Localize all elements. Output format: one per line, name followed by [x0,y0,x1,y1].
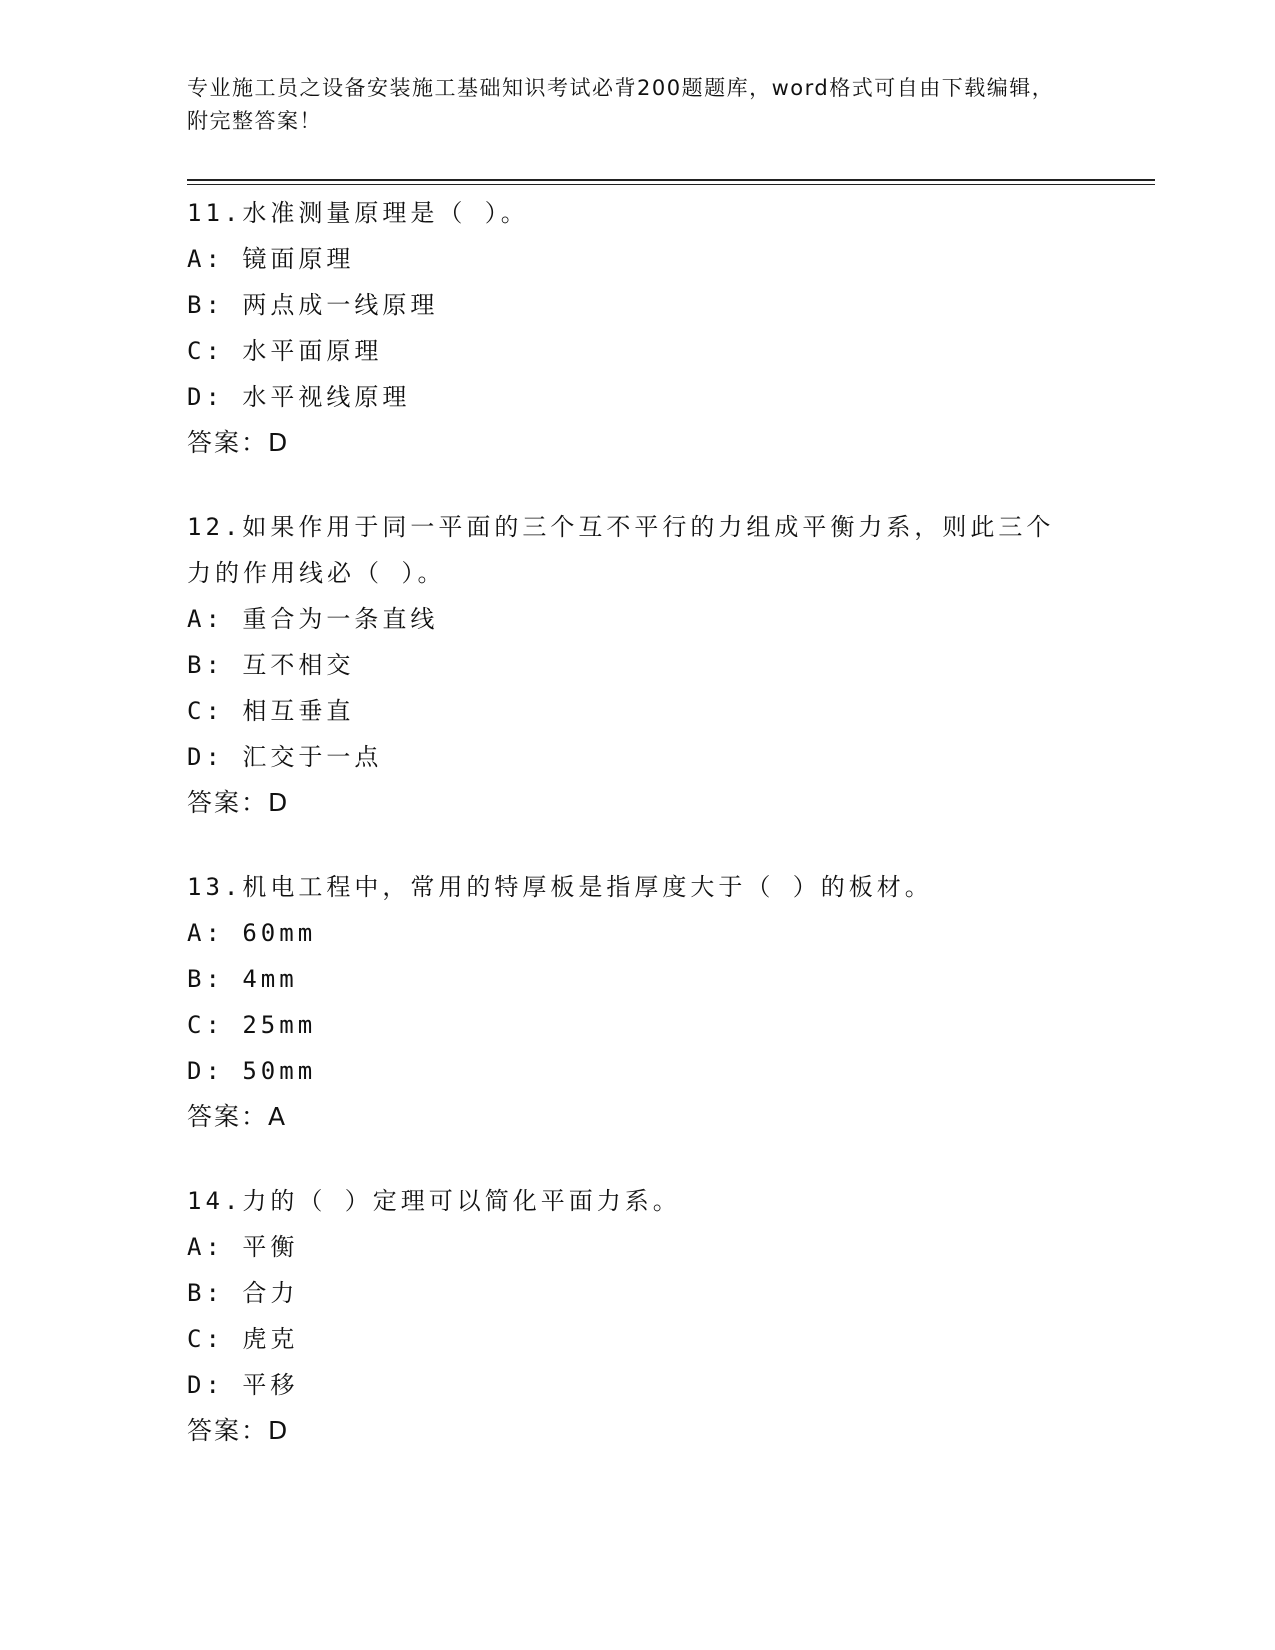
answer-text: 答案：D [187,428,290,457]
question-text: 13.机电工程中，常用的特厚板是指厚度大于（ ）的板材。 [187,873,933,901]
option-a: A: 平衡 [187,1233,299,1261]
header-divider [187,179,1155,181]
option-d: D: 水平视线原理 [187,383,411,411]
option-d: D: 50mm [187,1057,317,1085]
option-c: C: 水平面原理 [187,337,383,365]
option-b: B: 互不相交 [187,651,355,679]
question-item [187,190,1087,466]
option-d: D: 平移 [187,1371,299,1399]
header-divider-thin [187,184,1155,185]
answer-text: 答案：D [187,788,290,817]
option-a: A: 镜面原理 [187,245,355,273]
option-b: B: 合力 [187,1279,299,1307]
document-header: 专业施工员之设备安装施工基础知识考试必背200题题库，word格式可自由下载编辑，附完整答案！ [187,76,1055,133]
answer-text: 答案：D [187,1416,290,1445]
question-text: 12.如果作用于同一平面的三个互不平行的力组成平衡力系，则此三个力的作用线必（ ）。 [187,513,1055,587]
question-text: 11.水准测量原理是（ ）。 [187,199,529,227]
question-item [187,1178,1087,1454]
question-item [187,504,1087,826]
option-b: B: 4mm [187,965,298,993]
option-a: A: 60mm [187,919,317,947]
option-d: D: 汇交于一点 [187,743,383,771]
option-b: B: 两点成一线原理 [187,291,439,319]
question-text: 14.力的（ ）定理可以简化平面力系。 [187,1187,681,1215]
answer-text: 答案：A [187,1102,288,1131]
option-c: C: 虎克 [187,1325,299,1353]
option-c: C: 相互垂直 [187,697,355,725]
question-list [187,190,1087,1492]
question-item [187,864,1087,1140]
option-a: A: 重合为一条直线 [187,605,439,633]
option-c: C: 25mm [187,1011,317,1039]
